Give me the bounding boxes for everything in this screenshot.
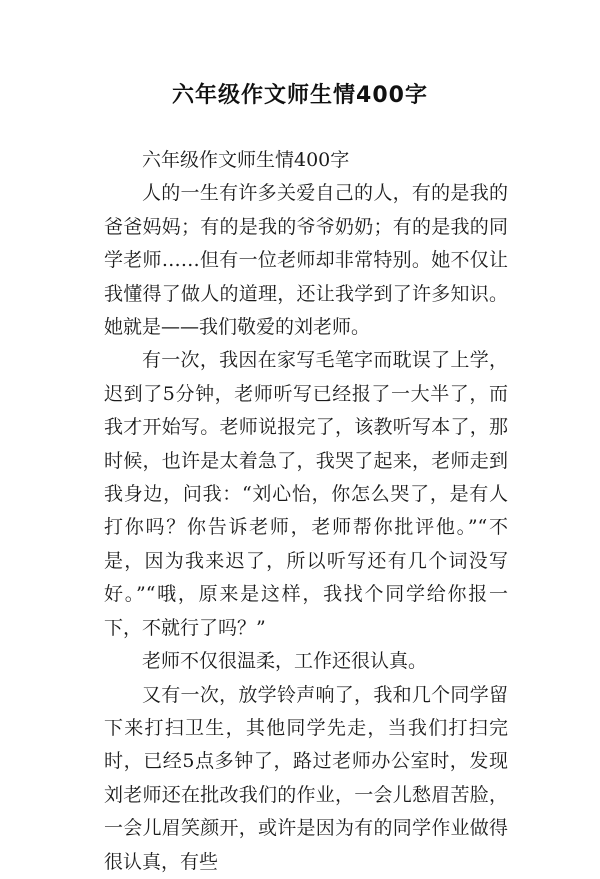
paragraph-late-story: 有一次，我因在家写毛笔字而耽误了上学，迟到了5分钟，老师听写已经报了一大半了，而我才开始写。老师说报完了，该教听写本了，那时候，也许是太着急了，我哭了起来，老师走到我身边，问我：“刘心怡，你怎么哭了，是有人打你吗？你告诉老师，老师帮你批评他。”“不是，因为我来迟了，所以听写还有几个词没写好。”“哦，原来是这样，我找个同学给你报一下，不就行了吗？” (104, 349, 508, 639)
paragraph-summary: 老师不仅很温柔，工作还很认真。 (142, 650, 428, 673)
document-title: 六年级作文师生情400字 (172, 83, 428, 108)
paragraph-intro: 人的一生有许多关爱自己的人，有的是我的爸爸妈妈；有的是我的爷爷奶奶；有的是我的同学老师……但有一位老师却非常特别。她不仅让我懂得了做人的道理，还让我学到了许多知识。她就是——我们敬爱的刘老师。 (104, 182, 508, 339)
document-body (104, 144, 508, 879)
paragraph-after-school: 又有一次，放学铃声响了，我和几个同学留下来打扫卫生，其他同学先走，当我们打扫完时，已经5点多钟了，路过老师办公室时，发现刘老师还在批改我们的作业，一会儿愁眉苦脸，一会儿眉笑颜开，或许是因为有的同学作业做得很认真，有些 (104, 683, 508, 873)
essay-subtitle: 六年级作文师生情400字 (142, 149, 350, 171)
